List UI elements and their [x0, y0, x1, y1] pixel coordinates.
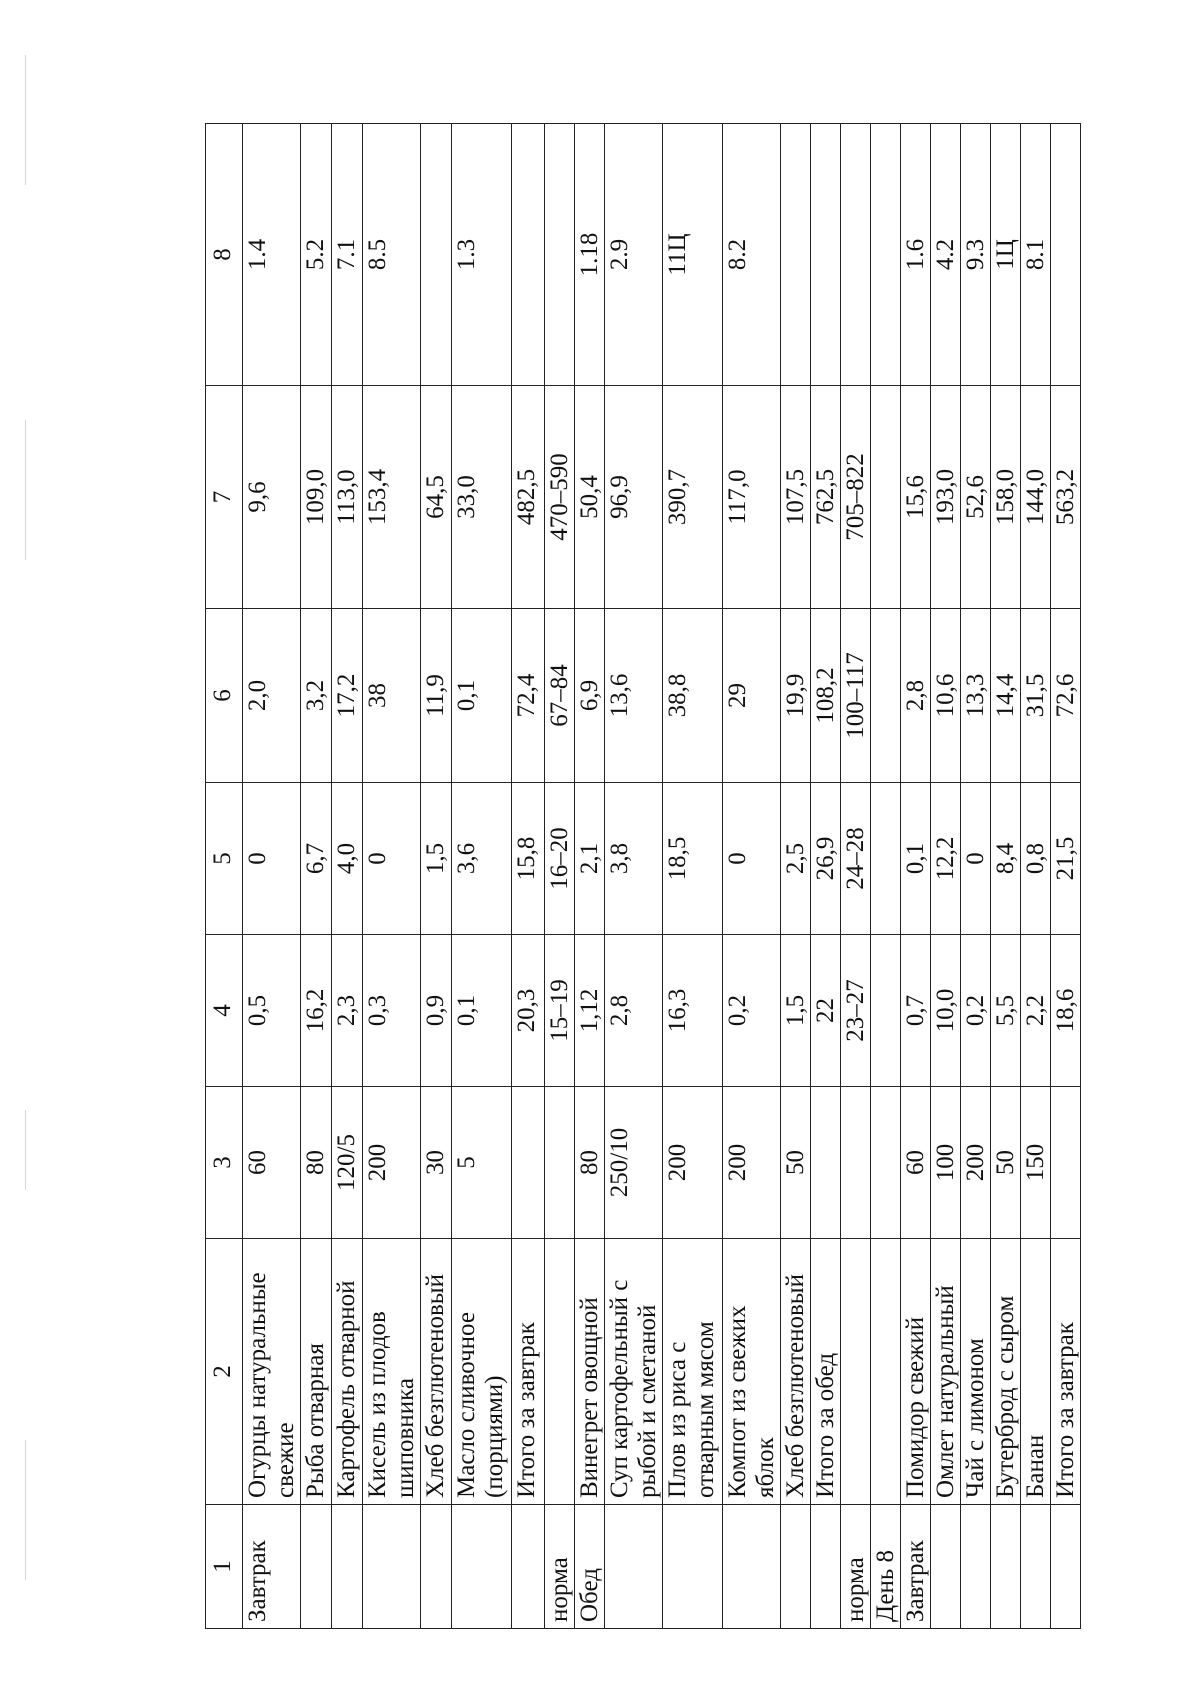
meal-cell [363, 1505, 421, 1629]
scan-edge-line [25, 1110, 26, 1190]
meal-cell: норма [545, 1505, 575, 1629]
portion-cell: 200 [663, 1087, 723, 1239]
table-row [1051, 124, 1081, 1629]
protein-cell: 0,9 [421, 935, 452, 1087]
carbs-cell: 100–117 [841, 609, 871, 783]
energy-cell: 144,0 [1021, 386, 1051, 609]
meal-cell [811, 1505, 841, 1629]
portion-cell: 200 [961, 1087, 991, 1239]
dish-cell: Омлет натуральный [931, 1239, 961, 1505]
carbs-cell: 3,2 [301, 609, 332, 783]
fat-cell: 12,2 [931, 783, 961, 935]
protein-cell: 0,2 [961, 935, 991, 1087]
scan-edge-line [25, 1440, 26, 1580]
carbs-cell: 29 [723, 609, 781, 783]
energy-cell: 158,0 [991, 386, 1021, 609]
meal-cell [1051, 1505, 1081, 1629]
recipe-cell: 4.2 [931, 124, 961, 386]
dish-cell: Масло сливочное (порциями) [452, 1239, 512, 1505]
carbs-cell: 72,4 [512, 609, 545, 783]
carbs-cell: 2,8 [901, 609, 931, 783]
table-row [811, 124, 841, 1629]
dish-cell: Хлеб безглютеновый [421, 1239, 452, 1505]
protein-cell: 16,2 [301, 935, 332, 1087]
table-row [991, 124, 1021, 1629]
protein-cell: 23–27 [841, 935, 871, 1087]
energy-cell: 109,0 [301, 386, 332, 609]
fat-cell: 0 [723, 783, 781, 935]
carbs-cell: 38,8 [663, 609, 723, 783]
protein-cell: 5,5 [991, 935, 1021, 1087]
protein-cell: 20,3 [512, 935, 545, 1087]
meal-cell: Завтрак [901, 1505, 931, 1629]
scan-edge-line [25, 55, 26, 185]
protein-cell: 0,3 [363, 935, 421, 1087]
dish-cell: Суп картофельный с рыбой и сметаной [605, 1239, 663, 1505]
table-row [575, 124, 605, 1629]
meal-cell [663, 1505, 723, 1629]
portion-cell: 250/10 [605, 1087, 663, 1239]
table-row [452, 124, 512, 1629]
norm-row [545, 124, 575, 1629]
fat-cell: 21,5 [1051, 783, 1081, 935]
energy-cell: 470–590 [545, 386, 575, 609]
carbs-cell: 13,3 [961, 609, 991, 783]
recipe-cell [781, 124, 811, 386]
dish-cell: Итого за завтрак [512, 1239, 545, 1505]
protein-cell: 2,8 [605, 935, 663, 1087]
fat-cell: 2,1 [575, 783, 605, 935]
recipe-cell: 9.3 [961, 124, 991, 386]
recipe-cell: 1Ц [991, 124, 1021, 386]
fat-cell: 1,5 [421, 783, 452, 935]
dish-cell [545, 1239, 575, 1505]
portion-cell [871, 1087, 901, 1239]
table-row [512, 124, 545, 1629]
meal-cell: норма [841, 1505, 871, 1629]
portion-cell [841, 1087, 871, 1239]
dish-cell: Картофель отварной [332, 1239, 363, 1505]
column-header: 6 [206, 609, 243, 783]
energy-cell: 117,0 [723, 386, 781, 609]
recipe-cell: 1.3 [452, 124, 512, 386]
meal-cell [512, 1505, 545, 1629]
carbs-cell: 0,1 [452, 609, 512, 783]
dish-cell: Огурцы натуральные свежие [243, 1239, 301, 1505]
protein-cell: 2,2 [1021, 935, 1051, 1087]
fat-cell: 16–20 [545, 783, 575, 935]
carbs-cell: 13,6 [605, 609, 663, 783]
fat-cell: 0 [243, 783, 301, 935]
energy-cell: 15,6 [901, 386, 931, 609]
table-row [421, 124, 452, 1629]
recipe-cell: 11Ц [663, 124, 723, 386]
meal-cell [781, 1505, 811, 1629]
day-row [871, 124, 901, 1629]
recipe-cell [811, 124, 841, 386]
recipe-cell [841, 124, 871, 386]
meal-cell [931, 1505, 961, 1629]
dish-cell: Бутерброд с сыром [991, 1239, 1021, 1505]
portion-cell [1051, 1087, 1081, 1239]
column-header: 4 [206, 935, 243, 1087]
meal-cell: Обед [575, 1505, 605, 1629]
fat-cell: 15,8 [512, 783, 545, 935]
dish-cell: Банан [1021, 1239, 1051, 1505]
fat-cell: 0,1 [901, 783, 931, 935]
meal-cell [723, 1505, 781, 1629]
protein-cell: 22 [811, 935, 841, 1087]
meal-cell [1021, 1505, 1051, 1629]
protein-cell: 1,12 [575, 935, 605, 1087]
column-header: 8 [206, 124, 243, 386]
fat-cell: 0,8 [1021, 783, 1051, 935]
portion-cell: 50 [991, 1087, 1021, 1239]
protein-cell: 0,7 [901, 935, 931, 1087]
dish-cell: Помидор свежий [901, 1239, 931, 1505]
table-row [931, 124, 961, 1629]
energy-cell: 482,5 [512, 386, 545, 609]
portion-cell: 120/5 [332, 1087, 363, 1239]
column-header: 7 [206, 386, 243, 609]
energy-cell [871, 386, 901, 609]
dish-cell [871, 1239, 901, 1505]
protein-cell: 15–19 [545, 935, 575, 1087]
fat-cell: 2,5 [781, 783, 811, 935]
column-header: 1 [206, 1505, 243, 1629]
protein-cell: 18,6 [1051, 935, 1081, 1087]
nutrition-table [205, 123, 1081, 1629]
recipe-cell: 8.1 [1021, 124, 1051, 386]
portion-cell [545, 1087, 575, 1239]
portion-cell: 5 [452, 1087, 512, 1239]
fat-cell: 24–28 [841, 783, 871, 935]
fat-cell: 18,5 [663, 783, 723, 935]
recipe-cell: 1.6 [901, 124, 931, 386]
table-row [961, 124, 991, 1629]
carbs-cell: 6,9 [575, 609, 605, 783]
portion-cell: 200 [723, 1087, 781, 1239]
energy-cell: 50,4 [575, 386, 605, 609]
carbs-cell: 14,4 [991, 609, 1021, 783]
fat-cell: 4,0 [332, 783, 363, 935]
fat-cell [871, 783, 901, 935]
rotated-page [205, 124, 1079, 1629]
protein-cell: 0,5 [243, 935, 301, 1087]
protein-cell: 16,3 [663, 935, 723, 1087]
portion-cell: 50 [781, 1087, 811, 1239]
recipe-cell [512, 124, 545, 386]
dish-cell: Компот из свежих яблок [723, 1239, 781, 1505]
column-header: 3 [206, 1087, 243, 1239]
protein-cell [871, 935, 901, 1087]
portion-cell: 100 [931, 1087, 961, 1239]
dish-cell: Плов из риса с отварным мясом [663, 1239, 723, 1505]
fat-cell: 0 [961, 783, 991, 935]
energy-cell: 193,0 [931, 386, 961, 609]
table-row [363, 124, 421, 1629]
carbs-cell: 72,6 [1051, 609, 1081, 783]
meal-cell [452, 1505, 512, 1629]
recipe-cell: 1.18 [575, 124, 605, 386]
portion-cell: 80 [301, 1087, 332, 1239]
dish-cell [841, 1239, 871, 1505]
recipe-cell [871, 124, 901, 386]
portion-cell: 60 [901, 1087, 931, 1239]
column-header: 5 [206, 783, 243, 935]
recipe-cell: 8.5 [363, 124, 421, 386]
carbs-cell: 17,2 [332, 609, 363, 783]
carbs-cell: 38 [363, 609, 421, 783]
energy-cell: 390,7 [663, 386, 723, 609]
portion-cell [811, 1087, 841, 1239]
protein-cell: 10,0 [931, 935, 961, 1087]
fat-cell: 3,6 [452, 783, 512, 935]
header-row [206, 124, 243, 1629]
recipe-cell: 8.2 [723, 124, 781, 386]
energy-cell: 9,6 [243, 386, 301, 609]
table-row [301, 124, 332, 1629]
table-row [781, 124, 811, 1629]
norm-row [841, 124, 871, 1629]
energy-cell: 96,9 [605, 386, 663, 609]
fat-cell: 8,4 [991, 783, 1021, 935]
carbs-cell: 19,9 [781, 609, 811, 783]
table-row [1021, 124, 1051, 1629]
carbs-cell: 67–84 [545, 609, 575, 783]
energy-cell: 64,5 [421, 386, 452, 609]
meal-cell [332, 1505, 363, 1629]
carbs-cell: 11,9 [421, 609, 452, 783]
recipe-cell: 2.9 [605, 124, 663, 386]
portion-cell: 60 [243, 1087, 301, 1239]
meal-cell [961, 1505, 991, 1629]
table-row [332, 124, 363, 1629]
dish-cell: Хлеб безглютеновый [781, 1239, 811, 1505]
dish-cell: Винегрет овощной [575, 1239, 605, 1505]
recipe-cell: 1.4 [243, 124, 301, 386]
table-row [243, 124, 301, 1629]
table-row [605, 124, 663, 1629]
portion-cell: 30 [421, 1087, 452, 1239]
dish-cell: Итого за завтрак [1051, 1239, 1081, 1505]
energy-cell: 107,5 [781, 386, 811, 609]
protein-cell: 2,3 [332, 935, 363, 1087]
energy-cell: 705–822 [841, 386, 871, 609]
protein-cell: 0,2 [723, 935, 781, 1087]
energy-cell: 52,6 [961, 386, 991, 609]
recipe-cell [1051, 124, 1081, 386]
dish-cell: Кисель из плодов шиповника [363, 1239, 421, 1505]
protein-cell: 0,1 [452, 935, 512, 1087]
scan-edge-line [25, 420, 26, 560]
portion-cell: 80 [575, 1087, 605, 1239]
portion-cell: 200 [363, 1087, 421, 1239]
meal-cell [991, 1505, 1021, 1629]
carbs-cell: 108,2 [811, 609, 841, 783]
protein-cell: 1,5 [781, 935, 811, 1087]
carbs-cell: 10,6 [931, 609, 961, 783]
energy-cell: 563,2 [1051, 386, 1081, 609]
meal-cell [421, 1505, 452, 1629]
column-header: 2 [206, 1239, 243, 1505]
table-row [663, 124, 723, 1629]
energy-cell: 113,0 [332, 386, 363, 609]
carbs-cell: 31,5 [1021, 609, 1051, 783]
fat-cell: 0 [363, 783, 421, 935]
meal-cell: День 8 [871, 1505, 901, 1629]
recipe-cell [421, 124, 452, 386]
dish-cell: Итого за обед [811, 1239, 841, 1505]
dish-cell: Чай с лимоном [961, 1239, 991, 1505]
carbs-cell [871, 609, 901, 783]
fat-cell: 3,8 [605, 783, 663, 935]
meal-cell [301, 1505, 332, 1629]
fat-cell: 6,7 [301, 783, 332, 935]
meal-cell [605, 1505, 663, 1629]
recipe-cell: 5.2 [301, 124, 332, 386]
portion-cell: 150 [1021, 1087, 1051, 1239]
table-row [901, 124, 931, 1629]
fat-cell: 26,9 [811, 783, 841, 935]
portion-cell [512, 1087, 545, 1239]
energy-cell: 762,5 [811, 386, 841, 609]
energy-cell: 153,4 [363, 386, 421, 609]
carbs-cell: 2,0 [243, 609, 301, 783]
dish-cell: Рыба отварная [301, 1239, 332, 1505]
meal-cell: Завтрак [243, 1505, 301, 1629]
energy-cell: 33,0 [452, 386, 512, 609]
recipe-cell: 7.1 [332, 124, 363, 386]
recipe-cell [545, 124, 575, 386]
table-row [723, 124, 781, 1629]
